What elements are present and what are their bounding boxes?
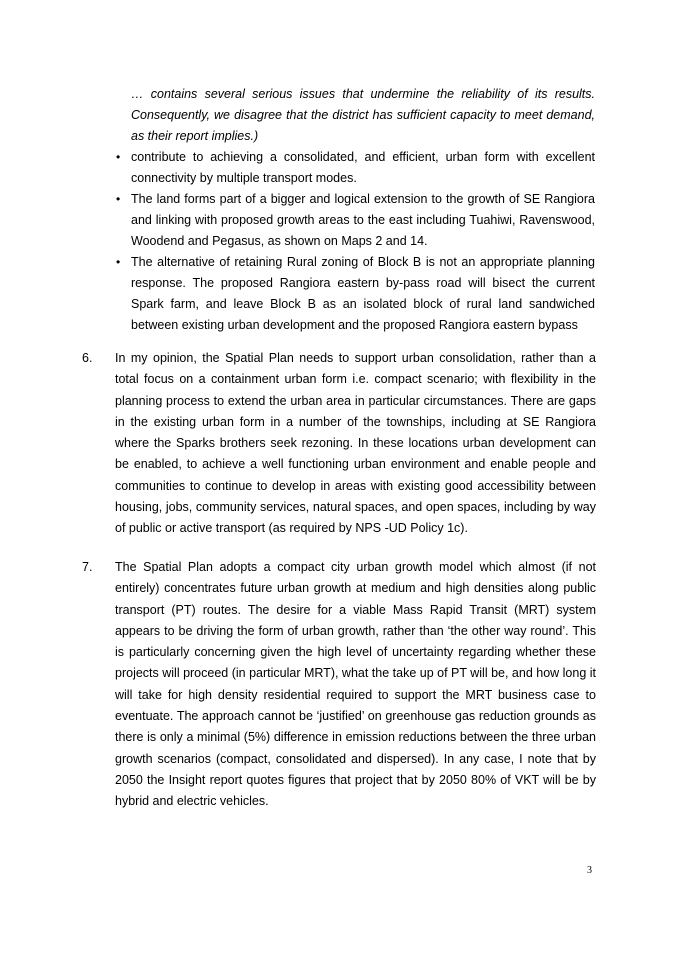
bullet-symbol: • [116, 150, 121, 164]
bullet-symbol: • [116, 192, 121, 206]
paragraph-text: In my opinion, the Spatial Plan needs to support urban consolidation, rather than a total focus on a containment urban form i.e. compact scenario; with flexibility in the planning process to extend the urban area in particular circumstances. There are gaps in the existing urban form in a number of the townships, including at SE Rangiora where the Sparks brothers seek rezoning. In these locations urban development can be enabled, to achieve a well functioning urban environment and enable people and communities to continue to develop in areas with existing good accessibility between housing, jobs, community services, natural spaces, and open spaces, including by way of public or active transport (as required by NPS -UD Policy 1c). [115, 351, 596, 536]
bullet-text: contribute to achieving a consolidated, and efficient, urban form with excellent connectivity by multiple transport modes. [131, 150, 595, 185]
numbered-paragraph [82, 557, 596, 813]
bullet-symbol: • [116, 255, 121, 269]
paragraph-text: The Spatial Plan adopts a compact city urban growth model which almost (if not entirely) concentrates future urban growth at medium and high densities along public transport (PT) routes. The desire for a viable Mass Rapid Transit (MRT) system appears to be driving the form of urban growth, rather than ‘the other way round’. This is particularly concerning given the high level of uncertainty regarding whether these projects will proceed (in particular MRT), what the take up of PT will be, and how long it will take for high density residential required to support the MRT business case to eventuate. The approach cannot be ‘justified’ on greenhouse gas reduction grounds as there is only a minimal (5%) difference in emission reductions between the three urban growth scenarios (compact, consolidated and dispersed). In any case, I note that by 2050 the Insight report quotes figures that project that by 2050 80% of VKT will be by hybrid and electric vehicles. [115, 560, 597, 809]
paragraph-number: 7. [82, 560, 93, 574]
bullet-text: The land forms part of a bigger and logical extension to the growth of SE Rangiora and linking with proposed growth areas to the east including Tuahiwi, Ravenswood, Woodend and Pegasus, as shown on Maps 2 and 14. [131, 192, 595, 248]
quote-continuation: … contains several serious issues that undermine the reliability of its results. Consequently, we disagree that the district has sufficient capacity to meet demand, as their report implies.) [131, 87, 595, 143]
paragraph-number: 6. [82, 351, 93, 365]
bullet-list [110, 147, 595, 336]
bullet-item [110, 189, 595, 252]
bullet-text: The alternative of retaining Rural zoning of Block B is not an appropriate planning response. The proposed Rangiora eastern by-pass road will bisect the current Spark farm, and leave Block B as an isolated block of rural land sandwiched between existing urban development and the proposed Rangiora eastern bypass [131, 255, 595, 332]
page-number: 3 [587, 865, 592, 876]
bullet-item [110, 252, 595, 336]
bullet-item [110, 147, 595, 189]
numbered-paragraph [82, 348, 596, 540]
